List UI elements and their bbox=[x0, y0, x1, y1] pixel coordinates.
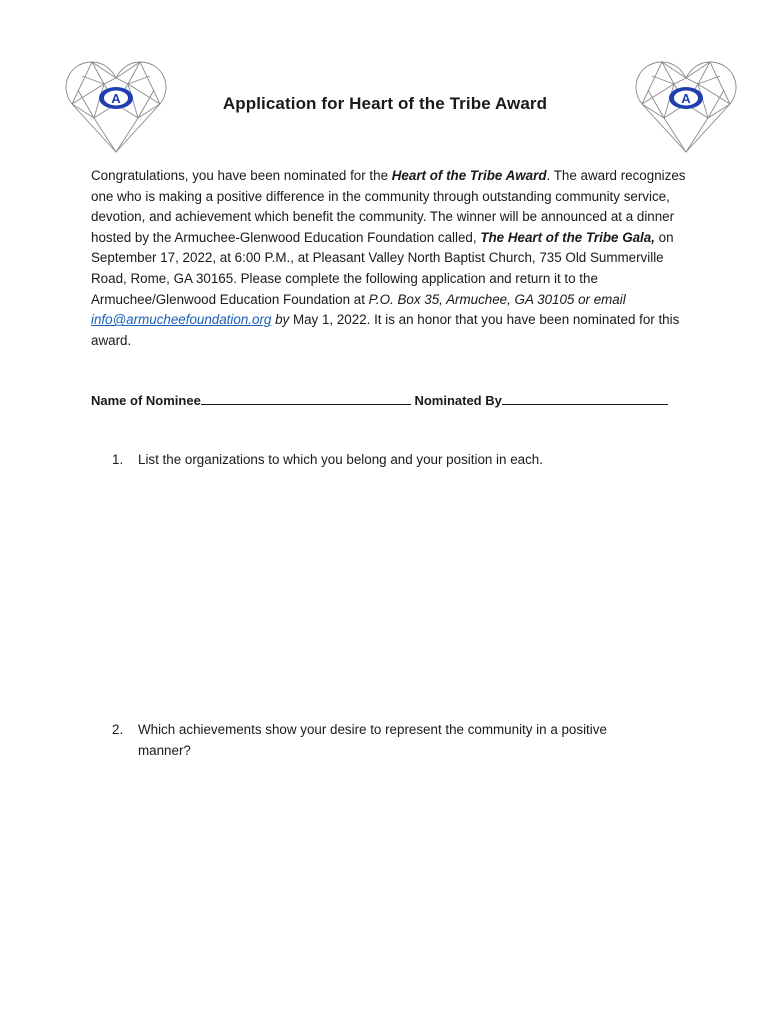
intro-text-4: May 1, 2022. It is an honor that you have been nominated for this award. bbox=[91, 312, 680, 348]
intro-text-3: on September 17, 2022, at 6:00 P.M., at Pleasant Valley North Baptist Church, 735 Old Summerville Road, Rome, GA 30165. Please complete the following application and return it to the Armuchee/Glenwood Education Foundation at bbox=[91, 229, 674, 307]
question-text: List the organizations to which you belong and your position in each. bbox=[138, 452, 543, 467]
page-title: Application for Heart of the Tribe Award bbox=[222, 94, 548, 113]
question-1 bbox=[112, 450, 672, 471]
nominee-name-field[interactable] bbox=[201, 390, 411, 405]
intro-text-1: Congratulations, you have been nominated for the bbox=[91, 168, 392, 183]
gala-name: The Heart of the Tribe Gala, bbox=[480, 229, 655, 245]
intro-text-2: . The award recognizes one who is making a positive difference in the community through outstanding community service, devotion, and achievement which benefit the community. The winner will be announced at a dinner hosted by the Armuchee-Glenwood Education Foundation called, bbox=[91, 168, 686, 245]
nominated-by-field[interactable] bbox=[502, 390, 668, 405]
question-text: Which achievements show your desire to represent the community in a positive manner? bbox=[138, 722, 607, 758]
email-link[interactable]: info@armucheefoundation.org bbox=[91, 312, 272, 328]
question-2 bbox=[112, 720, 672, 761]
question-number: 1. bbox=[112, 452, 124, 467]
intro-paragraph bbox=[91, 166, 691, 351]
svg-text:A: A bbox=[111, 91, 121, 106]
award-name: Heart of the Tribe Award bbox=[391, 168, 547, 183]
nominee-label: Name of Nominee bbox=[91, 393, 201, 408]
question-number: 2. bbox=[112, 722, 124, 737]
nominated-by-label: Nominated By bbox=[414, 393, 502, 408]
mailing-address: P.O. Box 35, Armuchee, GA 30105 or email bbox=[368, 291, 626, 307]
nomination-fields bbox=[91, 390, 691, 408]
deadline-by: by bbox=[271, 312, 290, 328]
svg-text:A: A bbox=[681, 91, 691, 106]
